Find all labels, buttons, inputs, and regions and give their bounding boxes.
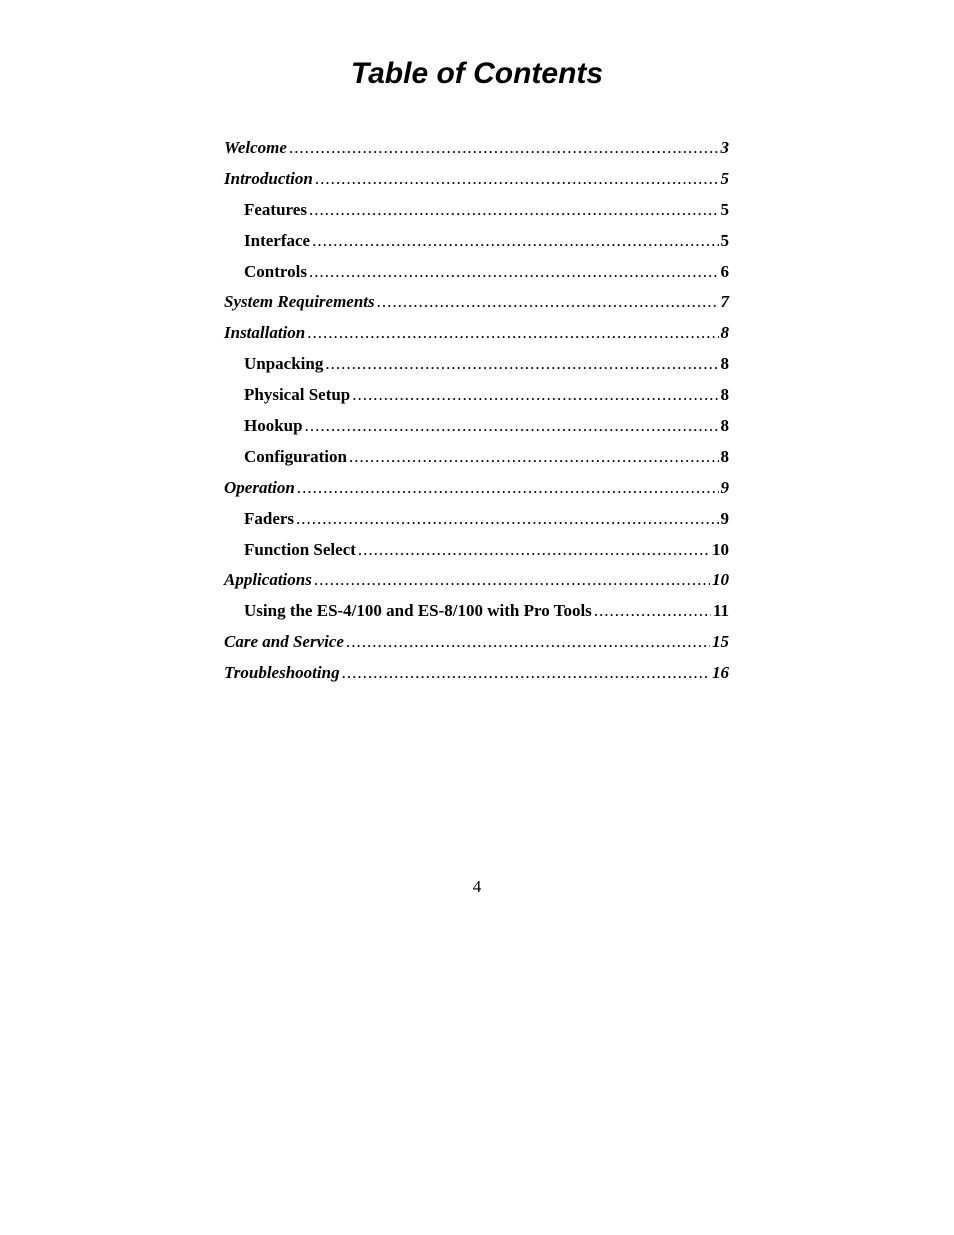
toc-entry-introduction[interactable]	[224, 164, 729, 195]
toc-entry-label: Physical Setup	[244, 385, 351, 405]
toc-entry-faders[interactable]	[224, 504, 729, 535]
toc-entry-label: Controls	[244, 261, 307, 281]
toc-leader-dots	[349, 442, 719, 473]
toc-entry-label: Care and Service	[224, 632, 344, 652]
toc-entry-welcome[interactable]	[224, 133, 729, 164]
toc-leader-dots	[377, 287, 719, 318]
toc-leader-dots	[358, 535, 710, 566]
toc-entry-troubleshooting[interactable]	[224, 658, 729, 689]
toc-leader-dots	[346, 627, 710, 658]
toc-leader-dots	[312, 226, 718, 257]
toc-leader-dots	[309, 257, 719, 288]
toc-entry-applications[interactable]	[224, 565, 729, 596]
toc-entry-configuration[interactable]	[224, 442, 729, 473]
toc-entry-function-select[interactable]	[224, 535, 729, 566]
toc-entry-label: Applications	[224, 570, 312, 590]
toc-entry-page: 8	[720, 416, 729, 436]
table-of-contents	[224, 133, 729, 689]
toc-leader-dots	[594, 596, 711, 627]
toc-entry-physical-setup[interactable]	[224, 380, 729, 411]
toc-entry-page: 9	[720, 477, 729, 497]
toc-entry-unpacking[interactable]	[224, 349, 729, 380]
toc-entry-page: 7	[720, 292, 729, 312]
toc-leader-dots	[296, 504, 718, 535]
toc-entry-page: 5	[720, 230, 729, 250]
toc-leader-dots	[307, 318, 718, 349]
toc-leader-dots	[297, 473, 719, 504]
toc-entry-controls[interactable]	[224, 257, 729, 288]
toc-entry-label: Hookup	[244, 416, 303, 436]
toc-entry-label: Operation	[224, 477, 295, 497]
toc-entry-installation[interactable]	[224, 318, 729, 349]
toc-entry-page: 8	[720, 446, 729, 466]
toc-entry-page: 16	[712, 663, 729, 683]
toc-entry-label: System Requirements	[224, 292, 375, 312]
toc-entry-label: Troubleshooting	[224, 663, 340, 683]
toc-entry-operation[interactable]	[224, 473, 729, 504]
toc-entry-page: 15	[712, 632, 729, 652]
toc-entry-hookup[interactable]	[224, 411, 729, 442]
page-number: 4	[472, 877, 482, 896]
toc-entry-label: Faders	[244, 508, 295, 528]
toc-entry-page: 10	[712, 570, 729, 590]
toc-entry-page: 3	[720, 138, 729, 157]
toc-entry-features[interactable]	[224, 195, 729, 226]
toc-leader-dots	[342, 658, 710, 689]
toc-entry-label: Interface	[244, 230, 311, 250]
toc-leader-dots	[352, 380, 718, 411]
toc-entry-label: Welcome	[224, 138, 287, 157]
toc-leader-dots	[325, 349, 718, 380]
toc-entry-label: Installation	[224, 323, 306, 343]
page-title: Table of Contents	[350, 57, 604, 90]
toc-entry-page: 10	[712, 539, 729, 559]
toc-leader-dots	[314, 565, 710, 596]
toc-leader-dots	[315, 164, 719, 195]
toc-entry-interface[interactable]	[224, 226, 729, 257]
toc-entry-page: 11	[712, 601, 729, 621]
toc-leader-dots	[289, 133, 719, 164]
toc-leader-dots	[309, 195, 719, 226]
toc-entry-page: 5	[720, 199, 729, 219]
toc-entry-label: Unpacking	[244, 354, 324, 374]
toc-entry-page: 8	[720, 323, 729, 343]
toc-entry-using-pro-tools[interactable]	[224, 596, 729, 627]
toc-entry-page: 8	[720, 354, 729, 374]
toc-entry-page: 5	[720, 168, 729, 188]
toc-entry-label: Introduction	[224, 168, 313, 188]
toc-entry-system-requirements[interactable]	[224, 287, 729, 318]
toc-entry-label: Features	[244, 199, 307, 219]
toc-entry-page: 6	[720, 261, 729, 281]
toc-entry-page: 9	[720, 508, 729, 528]
toc-entry-page: 8	[720, 385, 729, 405]
toc-entry-care-and-service[interactable]	[224, 627, 729, 658]
toc-leader-dots	[305, 411, 719, 442]
toc-entry-label: Configuration	[244, 446, 347, 466]
toc-entry-label: Function Select	[244, 539, 356, 559]
toc-entry-label: Using the ES-4/100 and ES-8/100 with Pro Tools	[244, 601, 592, 621]
